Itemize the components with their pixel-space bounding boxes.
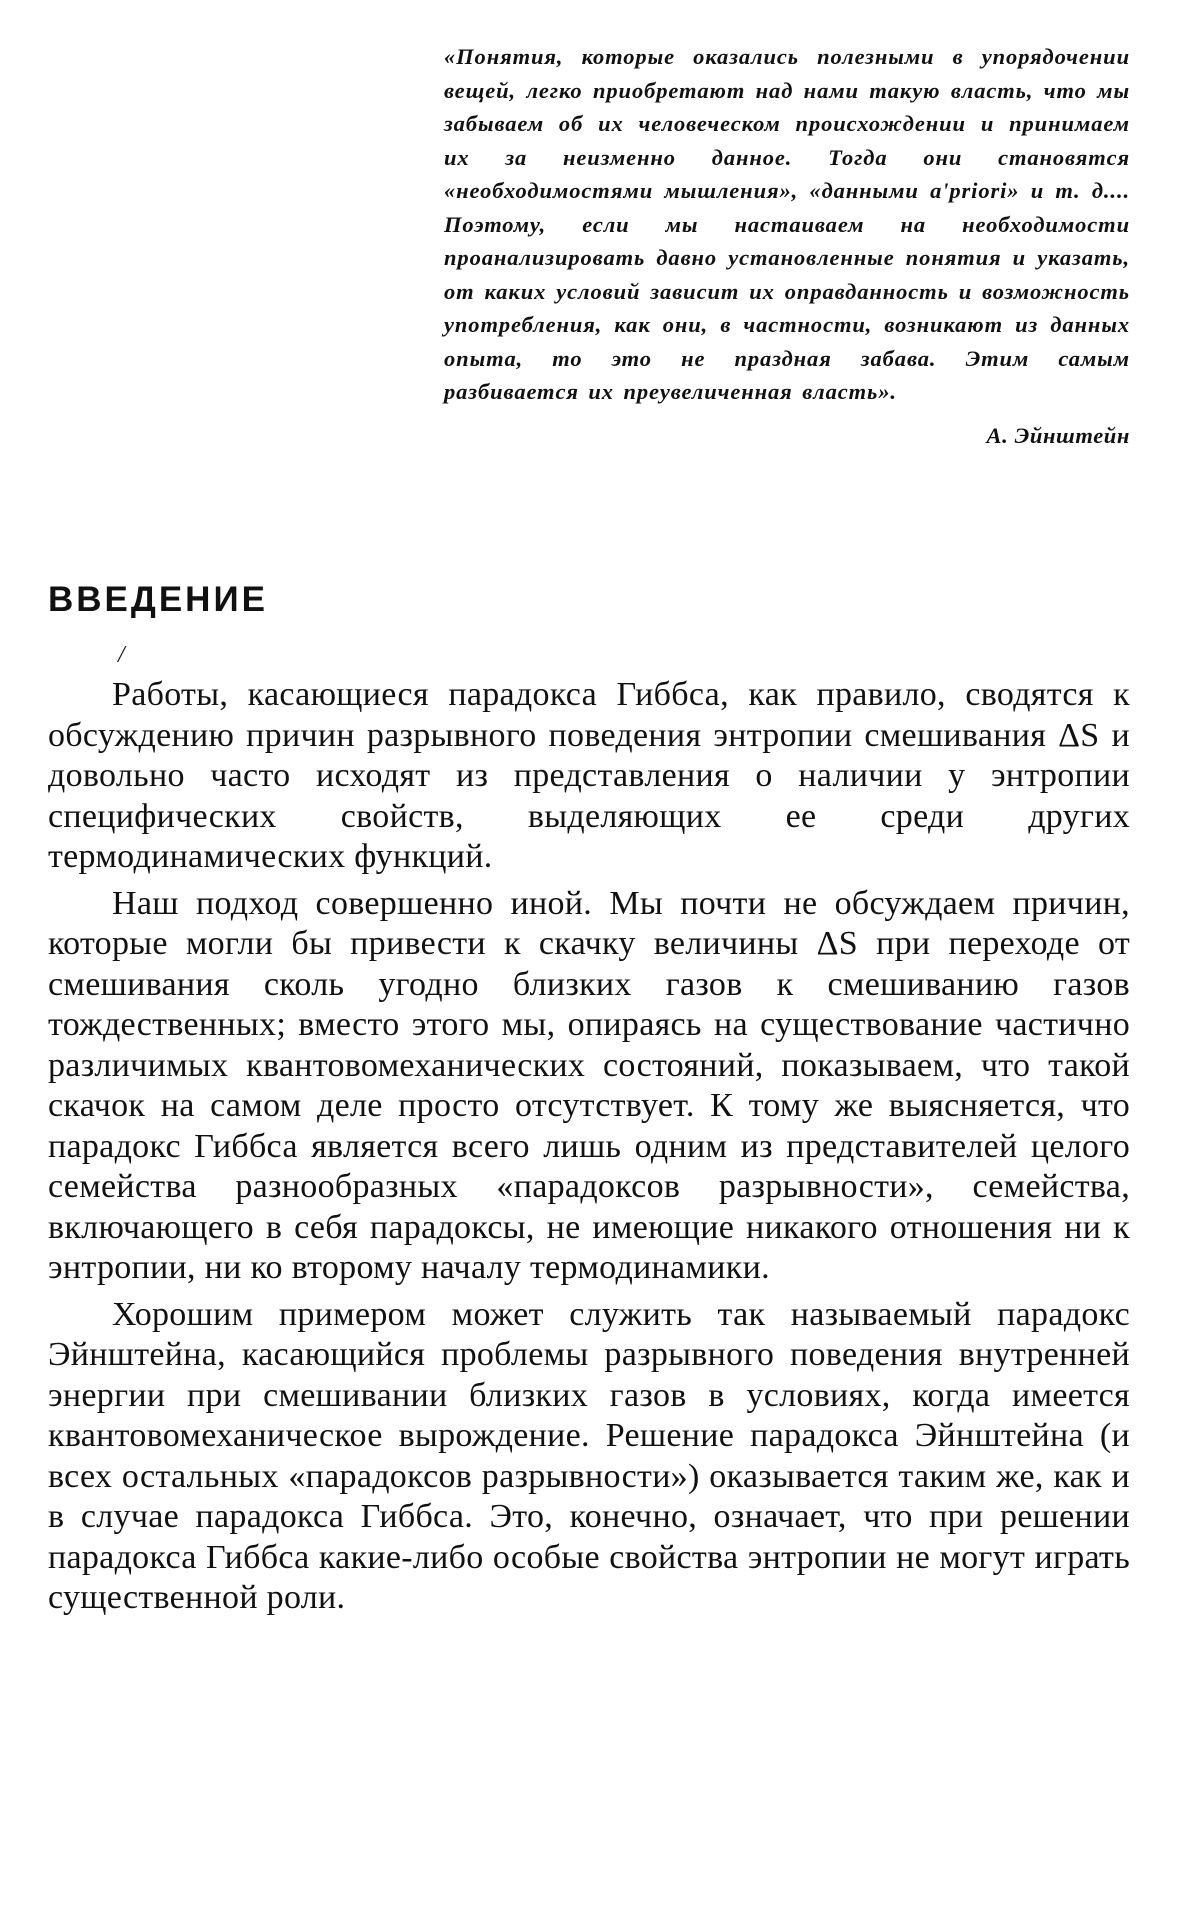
paragraph-1: Работы, касающиеся парадокса Гиббса, как правило, сводятся к обсуждению причин разрывного поведения энтропии смешивания ΔS и довольно часто исходят из представления о наличии у энтропии специфических свойств, выделяющих ее среди других термодинамических функций. — [48, 676, 1130, 875]
epigraph-quote: «Понятия, которые оказались полезными в упорядочении вещей, легко приобретают над нами такую власть, что мы забываем об их человеческом происхождении и принимаем их за неизменно данное. Тогда они становятся «необходимостями мышления», «данными a'priori» и т. д.... Поэтому, если мы настаиваем на необходимости проанализировать давно установленные понятия и указать, от каких условий зависит их оправданность и возможность употребления, как они, в частности, возникают из данных опыта, то это не праздная забава. Этим самым разбивается их преувеличенная власть». — [444, 44, 1130, 404]
paragraph-3: Хорошим примером может служить так называемый парадокс Эйнштейна, касающийся проблемы разрывного поведения внутренней энергии при смешивании близких газов в условиях, когда имеется квантовомеханическое вырождение. Решение парадокса Эйнштейна (и всех остальных «парадоксов разрывности») оказывается таким же, как и в случае парадокса Гиббса. Это, конечно, означает, что при решении парадокса Гиббса какие-либо особые свойства энтропии не могут играть существенной роли. — [48, 1295, 1130, 1616]
body-text — [48, 675, 1130, 1625]
stray-print-mark: / — [118, 642, 125, 668]
epigraph — [444, 40, 1130, 449]
paragraph-2: Наш подход совершенно иной. Мы почти не обсуждаем причин, которые могли бы привести к скачку величины ΔS при переходе от смешивания сколь угодно близких газов к смешиванию газов тождественных; вместо этого мы, опираясь на существование частично различимых квантовомеханических состояний, показываем, что такой скачок на самом деле просто отсутствует. К тому же выясняется, что парадокс Гиббса является всего лишь одним из представителей целого семейства разнообразных «парадоксов разрывности», семейства, включающего в себя парадоксы, не имеющие никакого отношения ни к энтропии, ни ко второму началу термодинамики. — [48, 884, 1130, 1286]
section-heading: ВВЕДЕНИЕ — [48, 580, 268, 619]
epigraph-author: А. Эйнштейн — [986, 422, 1130, 448]
